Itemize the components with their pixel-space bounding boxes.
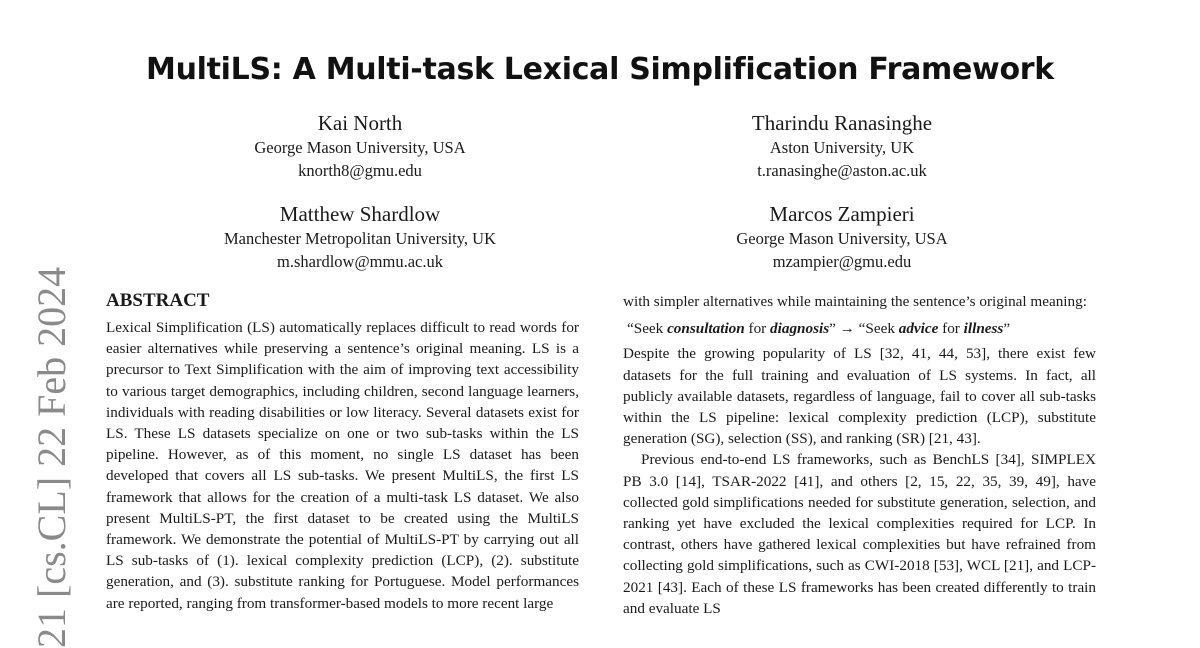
- author-name: Marcos Zampieri: [769, 202, 915, 226]
- author-block: [592, 110, 1092, 182]
- abstract-heading: ABSTRACT: [106, 290, 210, 311]
- example-complex-word: diagnosis: [770, 320, 830, 338]
- body-paragraph: Despite the growing popularity of LS [32, 41, 44, 53], there exist few datasets for the full training and evaluation of LS systems. In fact, all publicly available datasets, regardless of language, fail to cover all sub-tasks within the LS pipeline: lexical complexity prediction (LCP), substitute generation (SG), selection (SS), and ranking (SR) [21, 43].: [623, 345, 1096, 448]
- author-block: [110, 201, 610, 273]
- author-name: Kai North: [317, 111, 403, 135]
- intro-text: with simpler alternatives while maintaining the sentence’s original meaning:: [623, 293, 1087, 310]
- body-column: [623, 291, 1096, 619]
- example-sentence: [627, 318, 1096, 339]
- author-affiliation: George Mason University, USA: [736, 229, 948, 248]
- body-paragraph: Previous end-to-end LS frameworks, such as BenchLS [34], SIMPLEX PB 3.0 [14], TSAR-2022 [41], and others [2, 15, 22, 35, 39, 49], have collected gold simplifications needed for substitute generation, selection, and ranking yet have excluded the lexical complexities required for LCP. In contrast, others have gathered lexical complexities but have refrained from collecting gold simplifications, such as CWI-2018 [53], WCL [21], and LCP-2021 [43]. Each of these LS frameworks has been created differently to train and evaluate LS: [623, 451, 1096, 617]
- author-name: Tharindu Ranasinghe: [751, 111, 933, 135]
- example-text: ” → “Seek: [829, 320, 899, 338]
- example-simple-word: advice: [898, 320, 939, 338]
- author-name: Matthew Shardlow: [279, 202, 441, 226]
- example-text: ”: [1003, 320, 1011, 338]
- abstract-text: Lexical Simplification (LS) automatically replaces difficult to read words for easier alternatives while preserving a sentence’s original meaning. LS is a precursor to Text Simplification with the aim of improving text accessibility to various target demographics, including children, second language learners, individuals with reading disabilities or low literacy. Several datasets exist for LS. These LS datasets specialize on one or two sub-tasks within the LS pipeline. However, as of this moment, no single LS dataset has been developed that covers all LS sub-tasks. We present MultiLS, the first LS framework that allows for the creation of a multi-task LS dataset. We also present MultiLS-PT, the first dataset to be created using the MultiLS framework. We demonstrate the potential of MultiLS-PT by carrying out all LS sub-tasks of (1). lexical complexity prediction (LCP), (2). substitute generation, and (3). substitute ranking for Portuguese. Model performances are reported, ranging from transformer-based models to more recent large: [106, 319, 579, 612]
- author-block: [110, 110, 610, 182]
- example-complex-word: consultation: [667, 320, 745, 338]
- example-text: for: [744, 320, 771, 338]
- author-affiliation: Manchester Metropolitan University, UK: [223, 229, 497, 248]
- author-email: mzampier@gmu.edu: [772, 252, 912, 271]
- example-simple-word: illness: [963, 320, 1004, 338]
- arxiv-identifier: 21 [cs.CL] 22 Feb 2024: [29, 266, 74, 648]
- author-affiliation: Aston University, UK: [769, 138, 915, 157]
- author-affiliation: George Mason University, USA: [254, 138, 466, 157]
- paper-title: MultiLS: A Multi-task Lexical Simplification Framework: [146, 52, 1054, 87]
- author-email: m.shardlow@mmu.ac.uk: [277, 252, 443, 271]
- author-email: knorth8@gmu.edu: [298, 161, 422, 180]
- author-email: t.ranasinghe@aston.ac.uk: [757, 161, 927, 180]
- example-text: for: [938, 320, 964, 338]
- example-text: “Seek: [627, 320, 668, 338]
- abstract-column: [106, 289, 579, 614]
- author-block: [592, 201, 1092, 273]
